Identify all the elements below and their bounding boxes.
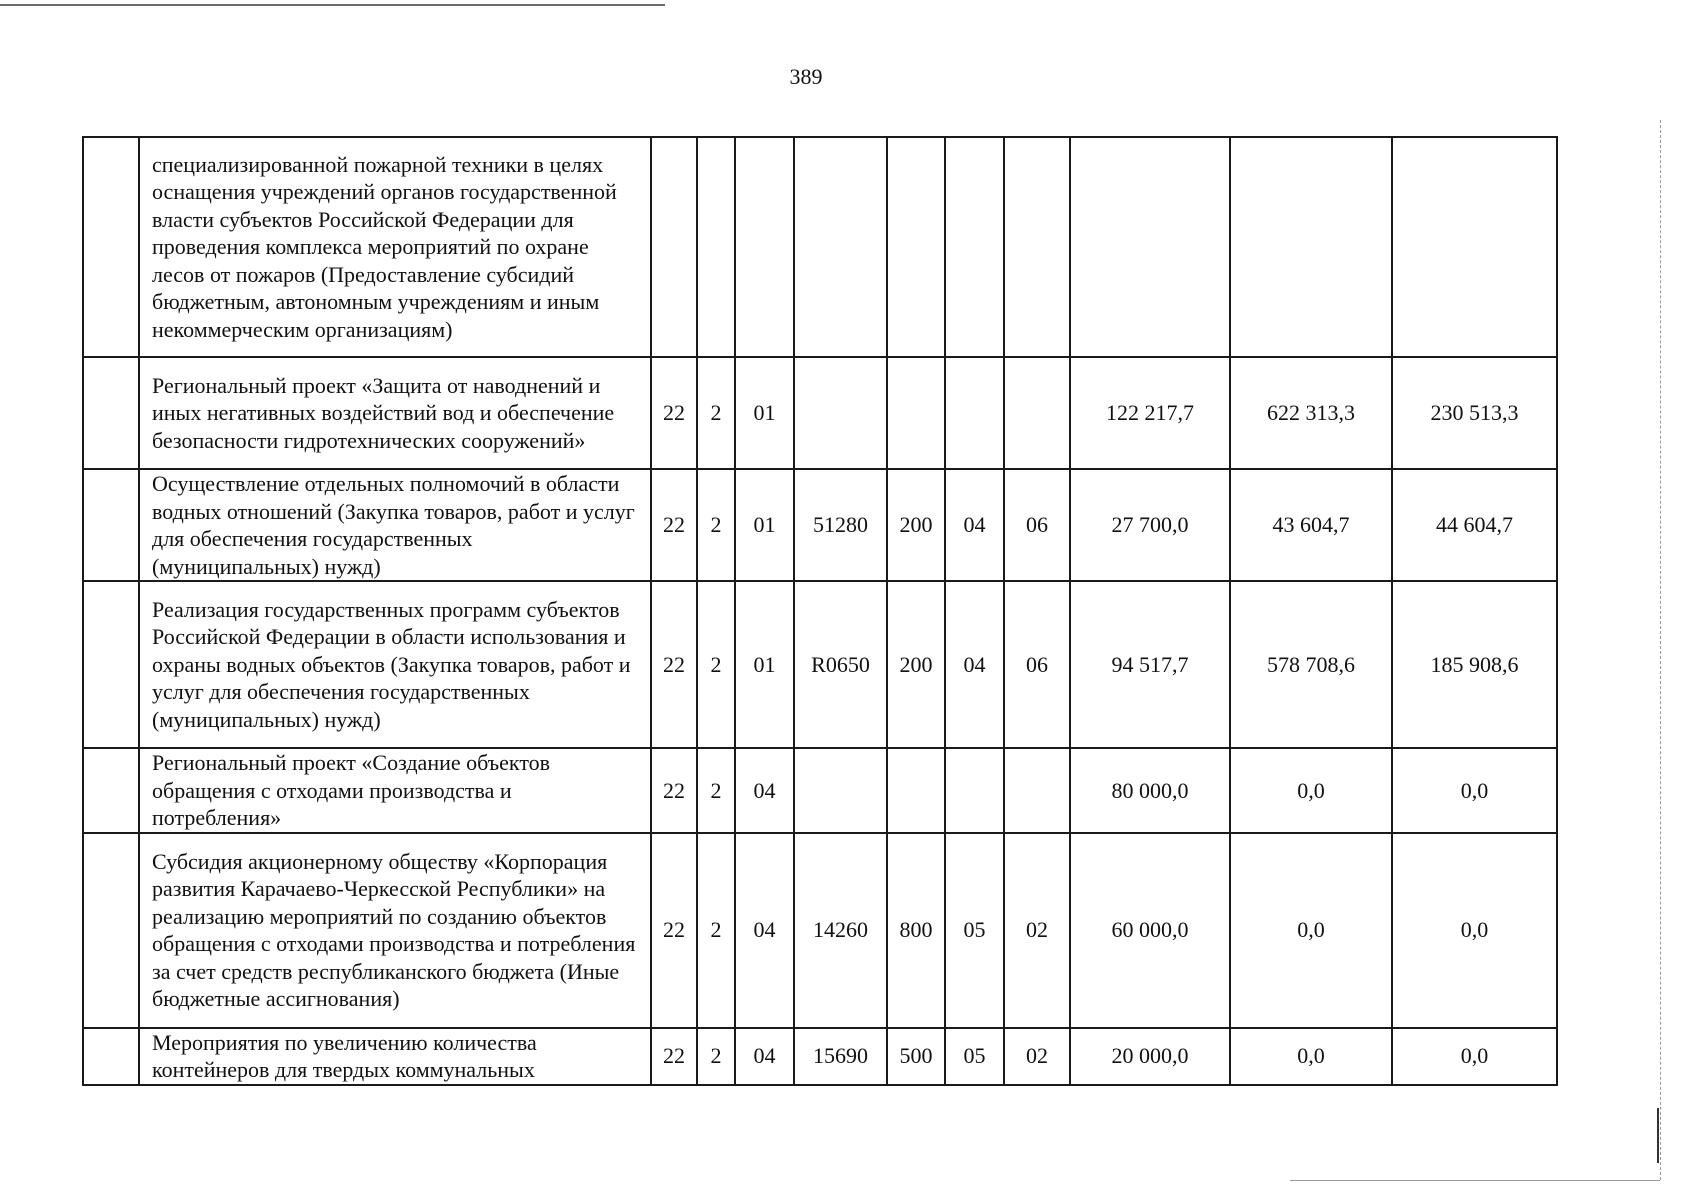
amount-cell-year-2: 0,0 xyxy=(1230,748,1392,833)
amount-cell-year-2: 0,0 xyxy=(1230,1028,1392,1085)
code-cell-subprogram: 01 xyxy=(735,581,794,748)
code-cell-section xyxy=(945,137,1004,357)
row-index-cell xyxy=(83,748,139,833)
budget-table xyxy=(82,136,1558,1086)
code-cell-subsection: 06 xyxy=(1004,469,1070,581)
code-cell-ministry: 22 xyxy=(651,469,697,581)
amount-cell-year-1: 20 000,0 xyxy=(1070,1028,1230,1085)
amount-cell-year-2: 578 708,6 xyxy=(1230,581,1392,748)
code-cell-direction xyxy=(794,357,887,469)
table-row xyxy=(83,469,1557,581)
scan-edge-mark-right xyxy=(1657,1108,1659,1163)
row-name-cell: Мероприятия по увеличению количества контейнеров для твердых коммунальных xyxy=(139,1028,651,1085)
page-number: 389 xyxy=(789,64,823,89)
code-cell-subsection: 02 xyxy=(1004,833,1070,1028)
code-cell-subprogram: 04 xyxy=(735,748,794,833)
code-cell-subprogram: 01 xyxy=(735,357,794,469)
row-name-cell: Субсидия акционерному обществу «Корпорация развития Карачаево-Черкесской Республики» на реализацию мероприятий по созданию объектов обращения с отходами производства и потребления за счет средств республиканского бюджета (Иные бюджетные ассигнования) xyxy=(139,833,651,1028)
code-cell-ministry: 22 xyxy=(651,357,697,469)
amount-cell-year-3: 0,0 xyxy=(1392,1028,1557,1085)
code-cell-subsection xyxy=(1004,748,1070,833)
row-index-cell xyxy=(83,581,139,748)
code-cell-section: 04 xyxy=(945,469,1004,581)
code-cell-subsection xyxy=(1004,137,1070,357)
code-cell-subprogram: 04 xyxy=(735,833,794,1028)
code-cell-section: 04 xyxy=(945,581,1004,748)
code-cell-subsection xyxy=(1004,357,1070,469)
code-cell-direction: 51280 xyxy=(794,469,887,581)
scan-edge-line-top xyxy=(0,4,665,6)
code-cell-subprogram: 01 xyxy=(735,469,794,581)
code-cell-section: 05 xyxy=(945,1028,1004,1085)
code-cell-ministry: 22 xyxy=(651,833,697,1028)
code-cell-expense-type: 500 xyxy=(887,1028,945,1085)
scan-edge-line-right xyxy=(1660,120,1661,1180)
row-name-cell: Осуществление отдельных полномочий в области водных отношений (Закупка товаров, работ и услуг для обеспечения государственных (муниципальных) нужд) xyxy=(139,469,651,581)
amount-cell-year-1: 122 217,7 xyxy=(1070,357,1230,469)
code-cell-expense-type: 200 xyxy=(887,581,945,748)
code-cell-direction: R0650 xyxy=(794,581,887,748)
code-cell-direction xyxy=(794,137,887,357)
row-name-cell: Региональный проект «Создание объектов обращения с отходами производства и потребления» xyxy=(139,748,651,833)
row-index-cell xyxy=(83,833,139,1028)
amount-cell-year-2: 622 313,3 xyxy=(1230,357,1392,469)
code-cell-program-type: 2 xyxy=(697,748,735,833)
code-cell-section: 05 xyxy=(945,833,1004,1028)
table-row xyxy=(83,833,1557,1028)
code-cell-expense-type xyxy=(887,748,945,833)
code-cell-expense-type: 800 xyxy=(887,833,945,1028)
code-cell-subsection: 06 xyxy=(1004,581,1070,748)
row-index-cell xyxy=(83,137,139,357)
amount-cell-year-3: 44 604,7 xyxy=(1392,469,1557,581)
code-cell-expense-type xyxy=(887,137,945,357)
amount-cell-year-1 xyxy=(1070,137,1230,357)
code-cell-program-type: 2 xyxy=(697,1028,735,1085)
code-cell-program-type: 2 xyxy=(697,357,735,469)
amount-cell-year-3: 185 908,6 xyxy=(1392,581,1557,748)
amount-cell-year-2: 0,0 xyxy=(1230,833,1392,1028)
code-cell-subprogram: 04 xyxy=(735,1028,794,1085)
code-cell-direction: 15690 xyxy=(794,1028,887,1085)
scan-edge-line-bottom xyxy=(1290,1180,1660,1181)
table-row xyxy=(83,748,1557,833)
code-cell-program-type: 2 xyxy=(697,469,735,581)
amount-cell-year-1: 27 700,0 xyxy=(1070,469,1230,581)
amount-cell-year-3 xyxy=(1392,137,1557,357)
code-cell-ministry xyxy=(651,137,697,357)
code-cell-ministry: 22 xyxy=(651,581,697,748)
code-cell-section xyxy=(945,748,1004,833)
table-row xyxy=(83,357,1557,469)
code-cell-program-type: 2 xyxy=(697,833,735,1028)
code-cell-subsection: 02 xyxy=(1004,1028,1070,1085)
code-cell-ministry: 22 xyxy=(651,748,697,833)
amount-cell-year-3: 230 513,3 xyxy=(1392,357,1557,469)
row-name-cell: специализированной пожарной техники в целях оснащения учреждений органов государственной власти субъектов Российской Федерации для проведения комплекса мероприятий по охране лесов от пожаров (Предоставление субсидий бюджетным, автономным учреждениям и иным некоммерческим организациям) xyxy=(139,137,651,357)
code-cell-expense-type: 200 xyxy=(887,469,945,581)
code-cell-program-type: 2 xyxy=(697,581,735,748)
code-cell-program-type xyxy=(697,137,735,357)
amount-cell-year-1: 94 517,7 xyxy=(1070,581,1230,748)
row-index-cell xyxy=(83,1028,139,1085)
amount-cell-year-3: 0,0 xyxy=(1392,748,1557,833)
amount-cell-year-1: 60 000,0 xyxy=(1070,833,1230,1028)
row-index-cell xyxy=(83,357,139,469)
amount-cell-year-1: 80 000,0 xyxy=(1070,748,1230,833)
row-index-cell xyxy=(83,469,139,581)
row-name-cell: Реализация государственных программ субъектов Российской Федерации в области использования и охраны водных объектов (Закупка товаров, работ и услуг для обеспечения государственных (муниципальных) нужд) xyxy=(139,581,651,748)
code-cell-expense-type xyxy=(887,357,945,469)
code-cell-ministry: 22 xyxy=(651,1028,697,1085)
amount-cell-year-3: 0,0 xyxy=(1392,833,1557,1028)
row-name-cell: Региональный проект «Защита от наводнений и иных негативных воздействий вод и обеспечение безопасности гидротехнических сооружений» xyxy=(139,357,651,469)
amount-cell-year-2 xyxy=(1230,137,1392,357)
table-row xyxy=(83,137,1557,357)
amount-cell-year-2: 43 604,7 xyxy=(1230,469,1392,581)
table-row xyxy=(83,581,1557,748)
table-row xyxy=(83,1028,1557,1085)
code-cell-subprogram xyxy=(735,137,794,357)
code-cell-section xyxy=(945,357,1004,469)
code-cell-direction xyxy=(794,748,887,833)
code-cell-direction: 14260 xyxy=(794,833,887,1028)
